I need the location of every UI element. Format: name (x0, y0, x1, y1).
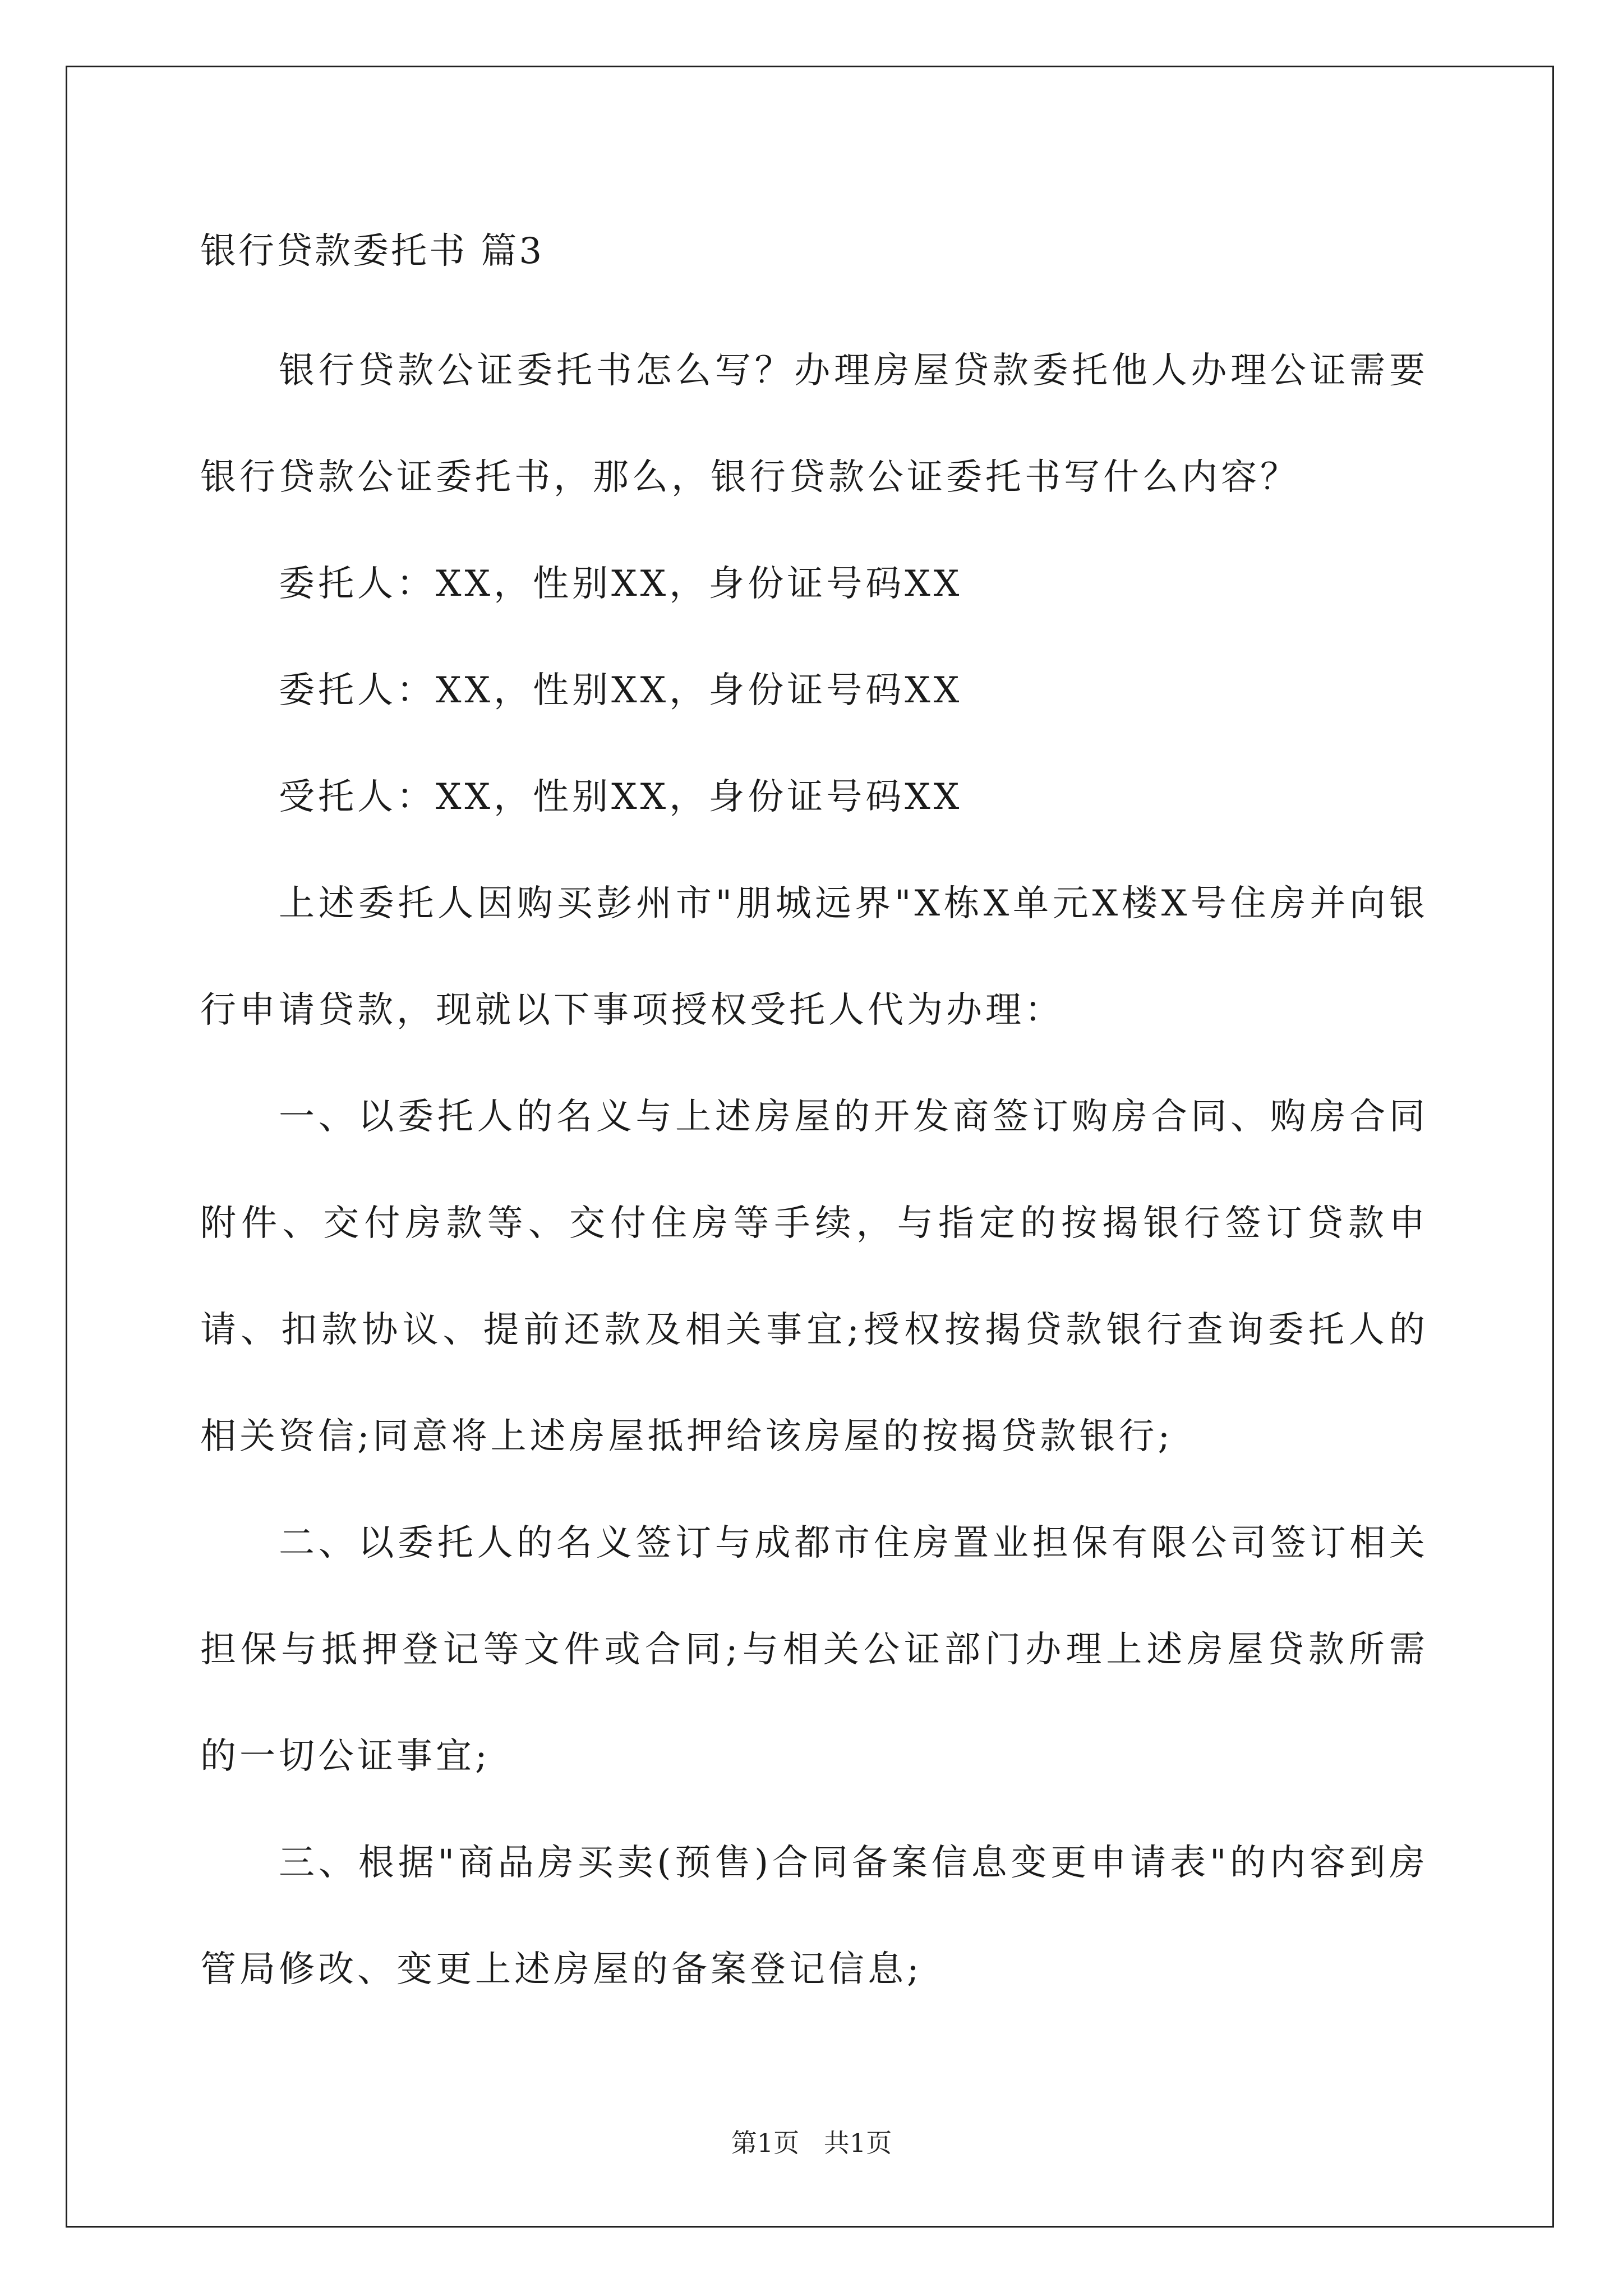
document-heading: 银行贷款委托书 篇3 (200, 231, 545, 272)
paragraph-item-3: 三、根据"商品房买卖(预售)合同备案信息变更申请表"的内容到房管局修改、变更上述房屋的备案登记信息; (200, 1842, 1428, 1990)
paragraph-principal-2: 委托人：XX，性别XX，身份证号码XX (279, 670, 963, 711)
paragraph-intro: 银行贷款公证委托书怎么写？办理房屋贷款委托他人办理公证需要银行贷款公证委托书，那么，银行贷款公证委托书写什么内容？ (200, 350, 1428, 498)
paragraph-item-2: 二、以委托人的名义签订与成都市住房置业担保有限公司签订相关担保与抵押登记等文件或合同;与相关公证部门办理上述房屋贷款所需的一切公证事宜; (200, 1522, 1428, 1777)
paragraph-item-1: 一、以委托人的名义与上述房屋的开发商签订购房合同、购房合同附件、交付房款等、交付住房等手续，与指定的按揭银行签订贷款申请、扣款协议、提前还款及相关事宜;授权按揭贷款银行查询委托人的相关资信;同意将上述房屋抵押给该房屋的按揭贷款银行; (200, 1096, 1428, 1457)
page-number-footer: 第1页 共1页 (731, 2128, 892, 2158)
paragraph-agent: 受托人：XX，性别XX，身份证号码XX (279, 776, 963, 818)
document-body (200, 212, 1428, 2023)
paragraph-purpose: 上述委托人因购买彭州市"朋城远界"X栋X单元X楼X号住房并向银行申请贷款，现就以下事项授权受托人代为办理： (200, 883, 1428, 1031)
paragraph-principal-1: 委托人：XX，性别XX，身份证号码XX (279, 563, 963, 605)
